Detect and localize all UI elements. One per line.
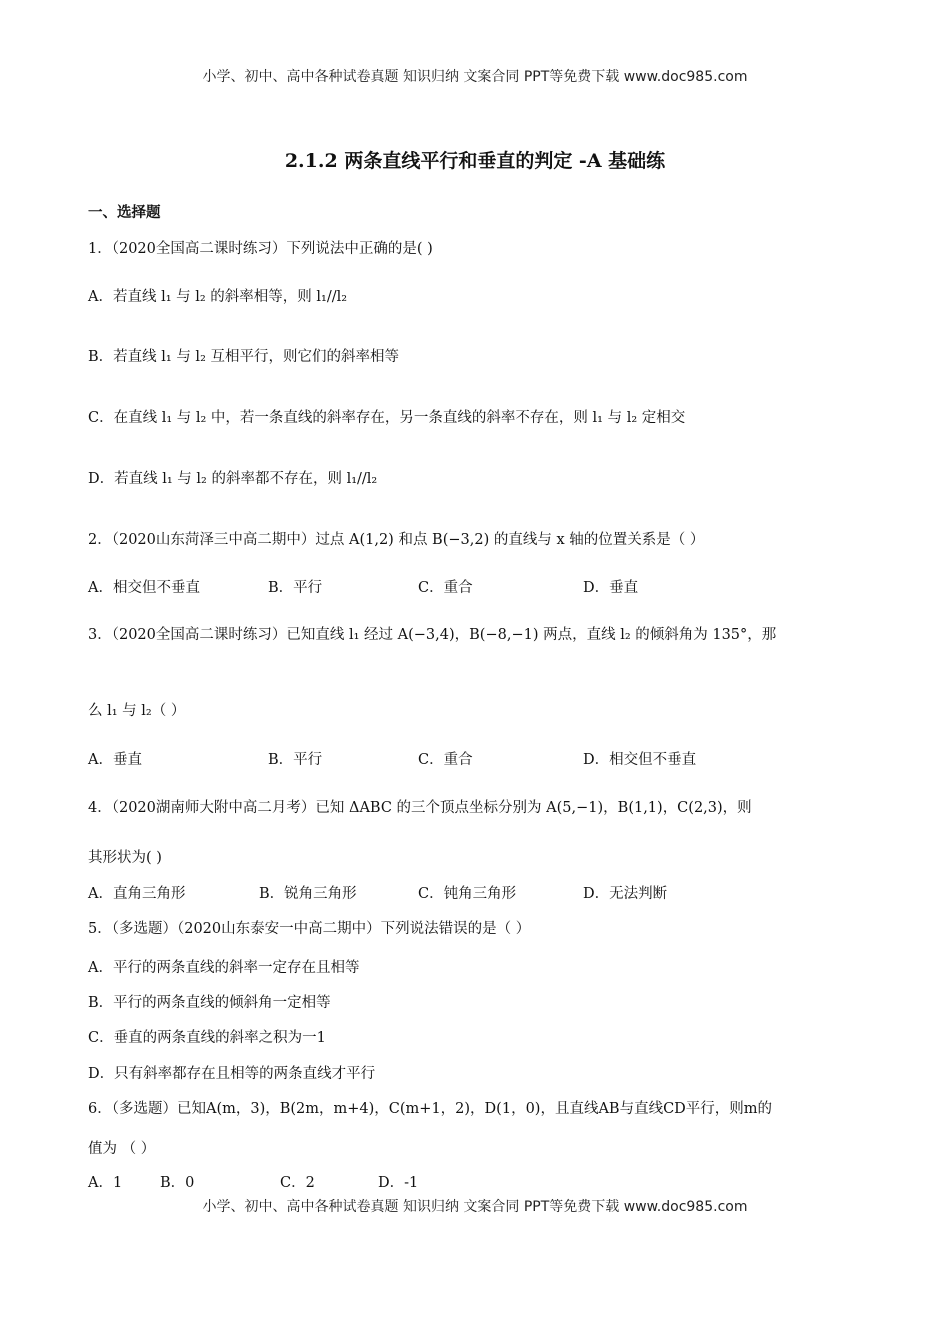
- q5-option-b: B．平行的两条直线的倾斜角一定相等: [88, 995, 331, 1011]
- q3-option-b: B．平行: [268, 752, 323, 768]
- q3-stem-line1: 3．（2020全国高二课时练习）已知直线 l₁ 经过 A(−3,4)，B(−8,−1) 两点，直线 l₂ 的倾斜角为 135°，那: [88, 627, 777, 643]
- page-title: 2.1.2 两条直线平行和垂直的判定 -A 基础练: [284, 150, 666, 172]
- q2-option-b: B．平行: [268, 580, 323, 596]
- q1-option-b: B．若直线 l₁ 与 l₂ 互相平行，则它们的斜率相等: [88, 349, 399, 365]
- q6-stem-line2: 值为 （ ）: [88, 1141, 156, 1157]
- q6-option-c: C．2: [280, 1175, 315, 1191]
- q4-option-a: A．直角三角形: [88, 886, 186, 902]
- q2-stem: 2．（2020山东菏泽三中高二期中）过点 A(1,2) 和点 B(−3,2) 的直线与 x 轴的位置关系是（ ）: [88, 532, 705, 548]
- q3-option-a: A．垂直: [88, 752, 142, 768]
- q6-option-d: D．-1: [378, 1175, 419, 1191]
- q6-stem-line1: 6．（多选题）已知A(m，3)，B(2m，m+4)，C(m+1，2)，D(1，0)，且直线AB与直线CD平行，则m的: [88, 1101, 773, 1117]
- q5-option-c: C．垂直的两条直线的斜率之积为一1: [88, 1030, 326, 1046]
- q4-options: [88, 883, 667, 905]
- q5-option-d: D．只有斜率都存在且相等的两条直线才平行: [88, 1066, 376, 1082]
- q1-option-c: C．在直线 l₁ 与 l₂ 中，若一条直线的斜率存在，另一条直线的斜率不存在，则 l₁ 与 l₂ 定相交: [88, 410, 686, 426]
- q2-option-a: A．相交但不垂直: [88, 580, 200, 596]
- q2-option-d: D．垂直: [583, 580, 639, 596]
- q4-option-d: D．无法判断: [583, 886, 668, 902]
- q4-option-c: C．钝角三角形: [418, 886, 517, 902]
- q5-stem: 5．（多选题）（2020山东泰安一中高二期中）下列说法错误的是（ ）: [88, 921, 531, 937]
- q1-option-d: D．若直线 l₁ 与 l₂ 的斜率都不存在，则 l₁//l₂: [88, 471, 378, 487]
- footer-banner: 小学、初中、高中各种试卷真题 知识归纳 文案合同 PPT等免费下载 www.doc985.com: [202, 1199, 748, 1215]
- q3-option-c: C．重合: [418, 752, 473, 768]
- q4-stem-line2: 其形状为( ): [88, 850, 162, 866]
- q2-option-c: C．重合: [418, 580, 473, 596]
- q6-options: [88, 1172, 418, 1194]
- q6-option-b: B．0: [160, 1175, 195, 1191]
- q3-options: [88, 749, 696, 771]
- q3-option-d: D．相交但不垂直: [583, 752, 697, 768]
- q1-option-a: A．若直线 l₁ 与 l₂ 的斜率相等，则 l₁//l₂: [88, 289, 348, 305]
- q3-stem-line2: 么 l₁ 与 l₂（ ）: [88, 703, 186, 719]
- header-banner: 小学、初中、高中各种试卷真题 知识归纳 文案合同 PPT等免费下载 www.doc985.com: [202, 69, 748, 85]
- q1-stem: 1．（2020全国高二课时练习）下列说法中正确的是( ): [88, 241, 433, 257]
- section-heading: 一、选择题: [88, 204, 161, 221]
- q4-stem-line1: 4．（2020湖南师大附中高二月考）已知 ΔABC 的三个顶点坐标分别为 A(5,−1)，B(1,1)，C(2,3)，则: [88, 800, 752, 816]
- q6-option-a: A．1: [88, 1175, 123, 1191]
- q5-option-a: A．平行的两条直线的斜率一定存在且相等: [88, 960, 360, 976]
- q2-options: [88, 577, 638, 599]
- q4-option-b: B．锐角三角形: [259, 886, 357, 902]
